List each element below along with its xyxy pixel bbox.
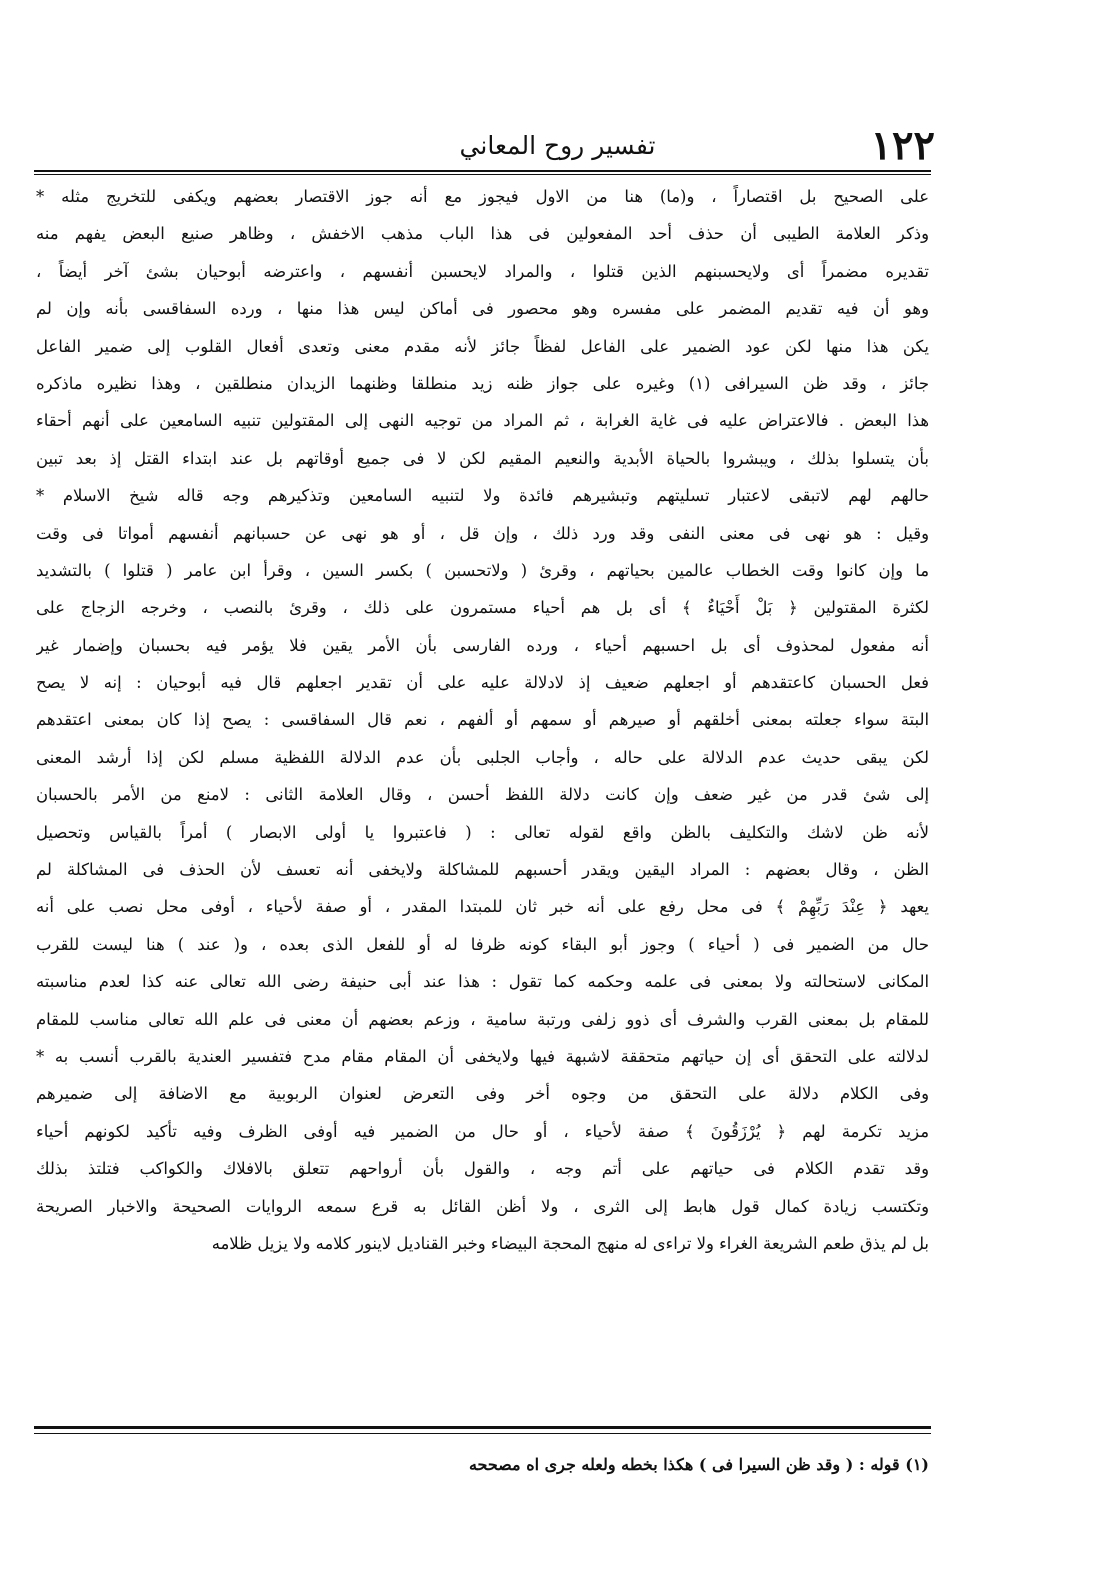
text-line: وفى الكلام دلالة على التحقق من وجوه أخر وفى التعرض لعنوان الربوبية مع الاضافة إلى ضميرهم [36,1084,929,1104]
text-line: حال من الضمير فى ( أحياء ) وجوز أبو البقاء كونه ظرفا له أو للفعل الذى بعده ، و( عند ) هنا ليست للقرب [36,934,929,954]
header-rule-thin [34,174,931,175]
text-line: البتة سواء جعلته بمعنى أخلقهم أو صيرهم أو سمهم أو ألفهم ، نعم قال السفاقسى : يصح إذا كان بمعنى اعتقدهم [36,710,929,730]
text-line: المكانى لاستحالته ولا بمعنى فى علمه وحكمه كما تقول : هذا عند أبى حنيفة رضى الله تعالى عنه كذا لعدم مناسبته [36,972,929,992]
text-line: مزيد تكرمة لهم ﴿ يُرْزَقُونَ ﴾ صفة لأحياء ، أو حال من الضمير فيه أوفى الظرف وفيه تأكيد لكونهم أحياء [36,1121,929,1141]
text-line: أنه مفعول لمحذوف أى بل احسبهم أحياء ، ورده الفارسى بأن الأمر يقين فلا يؤمر فيه بحسبان وإضمار غير [36,635,929,655]
footnote: (١) قوله : ( وقد ظن السيرا فى ) هكذا بخطه ولعله جرى اه مصححه [468,1455,929,1474]
text-line: لكثرة المقتولين ﴿ بَلْ أَحْيَاءٌ ﴾ أى بل هم أحياء مستمرون على ذلك ، وقرئ بالنصب ، وخرجه الزجاج على [36,598,929,618]
text-line: للمقام بل بمعنى القرب والشرف أى ذوو زلفى ورتبة سامية ، وزعم بعضهم أن معنى فى علم الله تعالى مناسب للمقام [36,1009,929,1029]
text-line: لأنه ظن لاشك والتكليف بالظن واقع لقوله تعالى : ( فاعتبروا يا أولى الابصار ) أمراً بالقياس وتحصيل [36,822,929,842]
text-line: وقد تقدم الكلام فى حياتهم على أتم وجه ، والقول بأن أرواحهم تتعلق بالافلاك والكواكب فتلتذ بذلك [36,1159,929,1179]
footnote-rule-thin [34,1433,931,1434]
text-line: وذكر العلامة الطيبى أن حذف أحد المفعولين فى هذا الباب مذهب الاخفش ، وظاهر صنيع البعض يفهم منه [36,224,929,244]
text-line: يكن هذا منها لكن عود الضمير على الفاعل لفظاً جائز لأنه مقدم معنى وتعدى أفعال القلوب إلى ضمير الفاعل [36,336,929,356]
text-line: لدلالته على التحقق أى إن حياتهم متحققة لاشبهة فيها ولايخفى أن المقام مقام مدح فتفسير العندية بالقرب أنسب به * [36,1046,929,1066]
text-line: جائز ، وقد ظن السيرافى (١) وغيره على جواز ظنه زيد منطلقا وظنهما الزيدان منطلقين ، وهذا نظيره ماذكره [36,373,929,393]
text-line: إلى شئ قدر من غير ضعف وإن كانت دلالة اللفظ أحسن ، وقال العلامة الثانى : لامنع من الأمر بالحسبان [36,785,929,805]
text-line: على الصحيح بل اقتصاراً ، و(ما) هنا من الاول فيجوز مع أنه جوز الاقتصار بعضهم ويكفى للتخريج مثله * [36,187,929,206]
header-rule [34,170,931,172]
text-line: وتكتسب زيادة كمال قول هابط إلى الثرى ، ولا أظن القائل به قرع سمعه الروايات الصحيحة والاخبار الصريحة [36,1196,929,1216]
text-line: هذا البعض . فالاعتراض عليه فى غاية الغرابة ، ثم المراد من توجيه النهى إلى المقتولين تنبيه السامعين على أنهم أحقاء [36,411,929,431]
text-line: لكن يبقى حديث عدم الدلالة على حاله ، وأجاب الجلبى بأن عدم الدلالة اللفظية مسلم لكن إذا أرشد المعنى [36,747,929,767]
body-text [36,178,929,1262]
page-number: ١٢٢ [870,122,935,169]
text-line: بل لم يذق طعم الشريعة الغراء ولا تراءى له منهج المحجة البيضاء وخبر القناديل لاينور كلامه ولا يزيل ظلامه [211,1233,929,1253]
text-line: ما وإن كانوا وقت الخطاب عالمين بحياتهم ، وقرئ ( ولاتحسبن ) بكسر السين ، وقرأ ابن عامر ( قتلوا ) بالتشديد [36,560,929,580]
text-line: بأن يتسلوا بذلك ، ويبشروا بالحياة الأبدية والنعيم المقيم لكن لا فى جميع أوقاتهم بل عند ابتداء القتل إذ بعد تبين [36,448,929,468]
text-line: فعل الحسبان كاعتقدهم أو اجعلهم ضعيف إذ لادلالة عليه على أن تقدير اجعلهم قال فيه أبوحيان : إنه لا يصح [36,673,929,693]
text-line: تقديره مضمراً أى ولايحسبنهم الذين قتلوا ، والمراد لايحسبن أنفسهم ، واعترضه أبوحيان بشئ آخر أيضاً ، [36,261,929,281]
text-line: يعهد ﴿ عِنْدَ رَبِّهِمْ ﴾ فى محل رفع على أنه خبر ثان للمبتدا المقدر ، أو صفة لأحياء ، أوفى محل نصب على أنه [36,897,929,917]
text-line: حالهم لهم لاتبقى لاعتبار تسليتهم وتبشيرهم فائدة ولا لتنبيه السامعين وتذكيرهم وجه قاله شيخ الاسلام * [36,486,929,506]
footnote-rule [34,1426,931,1429]
text-line: وقيل : هو نهى فى معنى النفى وقد ورد ذلك ، وإن قل ، أو هو نهى عن حسبانهم أنفسهم أمواتا فى وقت [36,523,929,543]
running-title: تفسير روح المعاني [459,131,656,160]
text-line: الظن ، وقال بعضهم : المراد اليقين ويقدر أحسبهم للمشاكلة ولايخفى أنه تعسف لأن الحذف فى المشاكلة لم [36,860,929,880]
text-line: وهو أن فيه تقديم المضمر على مفسره وهو محصور فى أماكن ليس هذا منها ، ورده السفاقسى بأنه وإن لم [36,299,929,319]
